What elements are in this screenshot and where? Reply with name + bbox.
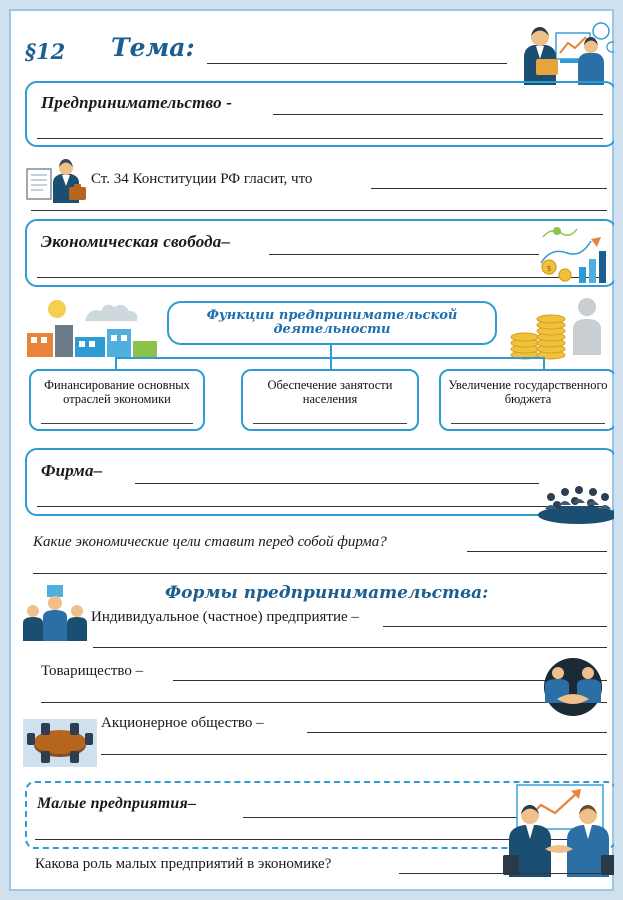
form-line-1b[interactable] bbox=[93, 647, 607, 648]
small-business-question-line[interactable] bbox=[399, 873, 607, 874]
function-label-3: Увеличение государственного бюджета bbox=[448, 378, 608, 407]
form-line-3a[interactable] bbox=[307, 732, 607, 733]
form-label-3: Акционерное общество – bbox=[101, 715, 264, 731]
form-line-1a[interactable] bbox=[383, 626, 607, 627]
topic-answer-line[interactable] bbox=[207, 63, 507, 64]
functions-branch-2 bbox=[330, 357, 332, 369]
function-box-3 bbox=[439, 369, 617, 431]
economic-freedom-line-1[interactable] bbox=[269, 254, 539, 255]
economic-freedom-line-2[interactable] bbox=[37, 277, 603, 278]
factory-icon bbox=[25, 297, 161, 359]
form-line-3b[interactable] bbox=[101, 754, 607, 755]
function-label-2: Обеспечение занятости населения bbox=[267, 378, 393, 407]
functions-title: Функции предпринимательской деятельности bbox=[167, 301, 497, 345]
section-number: §12 bbox=[25, 39, 66, 64]
worksheet-sheet bbox=[9, 9, 614, 891]
functions-branch-3 bbox=[543, 357, 545, 369]
coins-person-icon bbox=[507, 293, 617, 361]
firm-label: Фирма– bbox=[41, 461, 103, 480]
entrepreneurship-line-1[interactable] bbox=[273, 114, 603, 115]
constitution-line-1[interactable] bbox=[371, 188, 607, 189]
firm-question: Какие экономические цели ставит перед собой фирма? bbox=[33, 534, 387, 550]
handshake-chart-icon bbox=[501, 783, 621, 881]
lawyer-book-icon bbox=[25, 159, 89, 205]
functions-branch-1 bbox=[115, 357, 117, 369]
form-label-2: Товарищество – bbox=[41, 663, 144, 679]
function-box-1 bbox=[29, 369, 205, 431]
entrepreneurship-label: Предпринимательство - bbox=[41, 93, 233, 112]
function-line-2[interactable] bbox=[253, 413, 407, 424]
money-growth-icon bbox=[535, 223, 615, 285]
constitution-line-2[interactable] bbox=[31, 210, 607, 211]
entrepreneurship-line-2[interactable] bbox=[37, 138, 603, 139]
firm-question-line-1[interactable] bbox=[467, 551, 607, 552]
firm-line-1[interactable] bbox=[135, 483, 539, 484]
svg-text:$: $ bbox=[546, 264, 552, 273]
form-label-1: Индивидуальное (частное) предприятие – bbox=[91, 609, 359, 625]
page-title: Тема: bbox=[111, 33, 195, 62]
constitution-text: Ст. 34 Конституции РФ гласит, что bbox=[91, 171, 313, 187]
small-business-label: Малые предприятия– bbox=[37, 795, 197, 812]
forms-title: Формы предпринимательства: bbox=[165, 583, 489, 603]
function-box-2 bbox=[241, 369, 419, 431]
handshake-suits-icon bbox=[527, 657, 619, 717]
round-table-icon bbox=[21, 711, 99, 769]
form-line-2b[interactable] bbox=[41, 702, 607, 703]
function-label-1: Финансирование основных отраслей экономики bbox=[44, 378, 190, 407]
function-line-3[interactable] bbox=[451, 413, 605, 424]
firm-line-2[interactable] bbox=[37, 506, 603, 507]
firm-question-line-2[interactable] bbox=[33, 573, 607, 574]
function-line-1[interactable] bbox=[41, 413, 193, 424]
businessman-chart-icon bbox=[516, 19, 621, 87]
functions-connector-vertical bbox=[330, 345, 332, 357]
small-business-line-1[interactable] bbox=[243, 817, 539, 818]
economic-freedom-label: Экономическая свобода– bbox=[41, 232, 231, 251]
team-group-icon bbox=[21, 583, 89, 643]
meeting-table-icon bbox=[535, 477, 621, 525]
small-business-question: Какова роль малых предприятий в экономике? bbox=[35, 856, 332, 872]
